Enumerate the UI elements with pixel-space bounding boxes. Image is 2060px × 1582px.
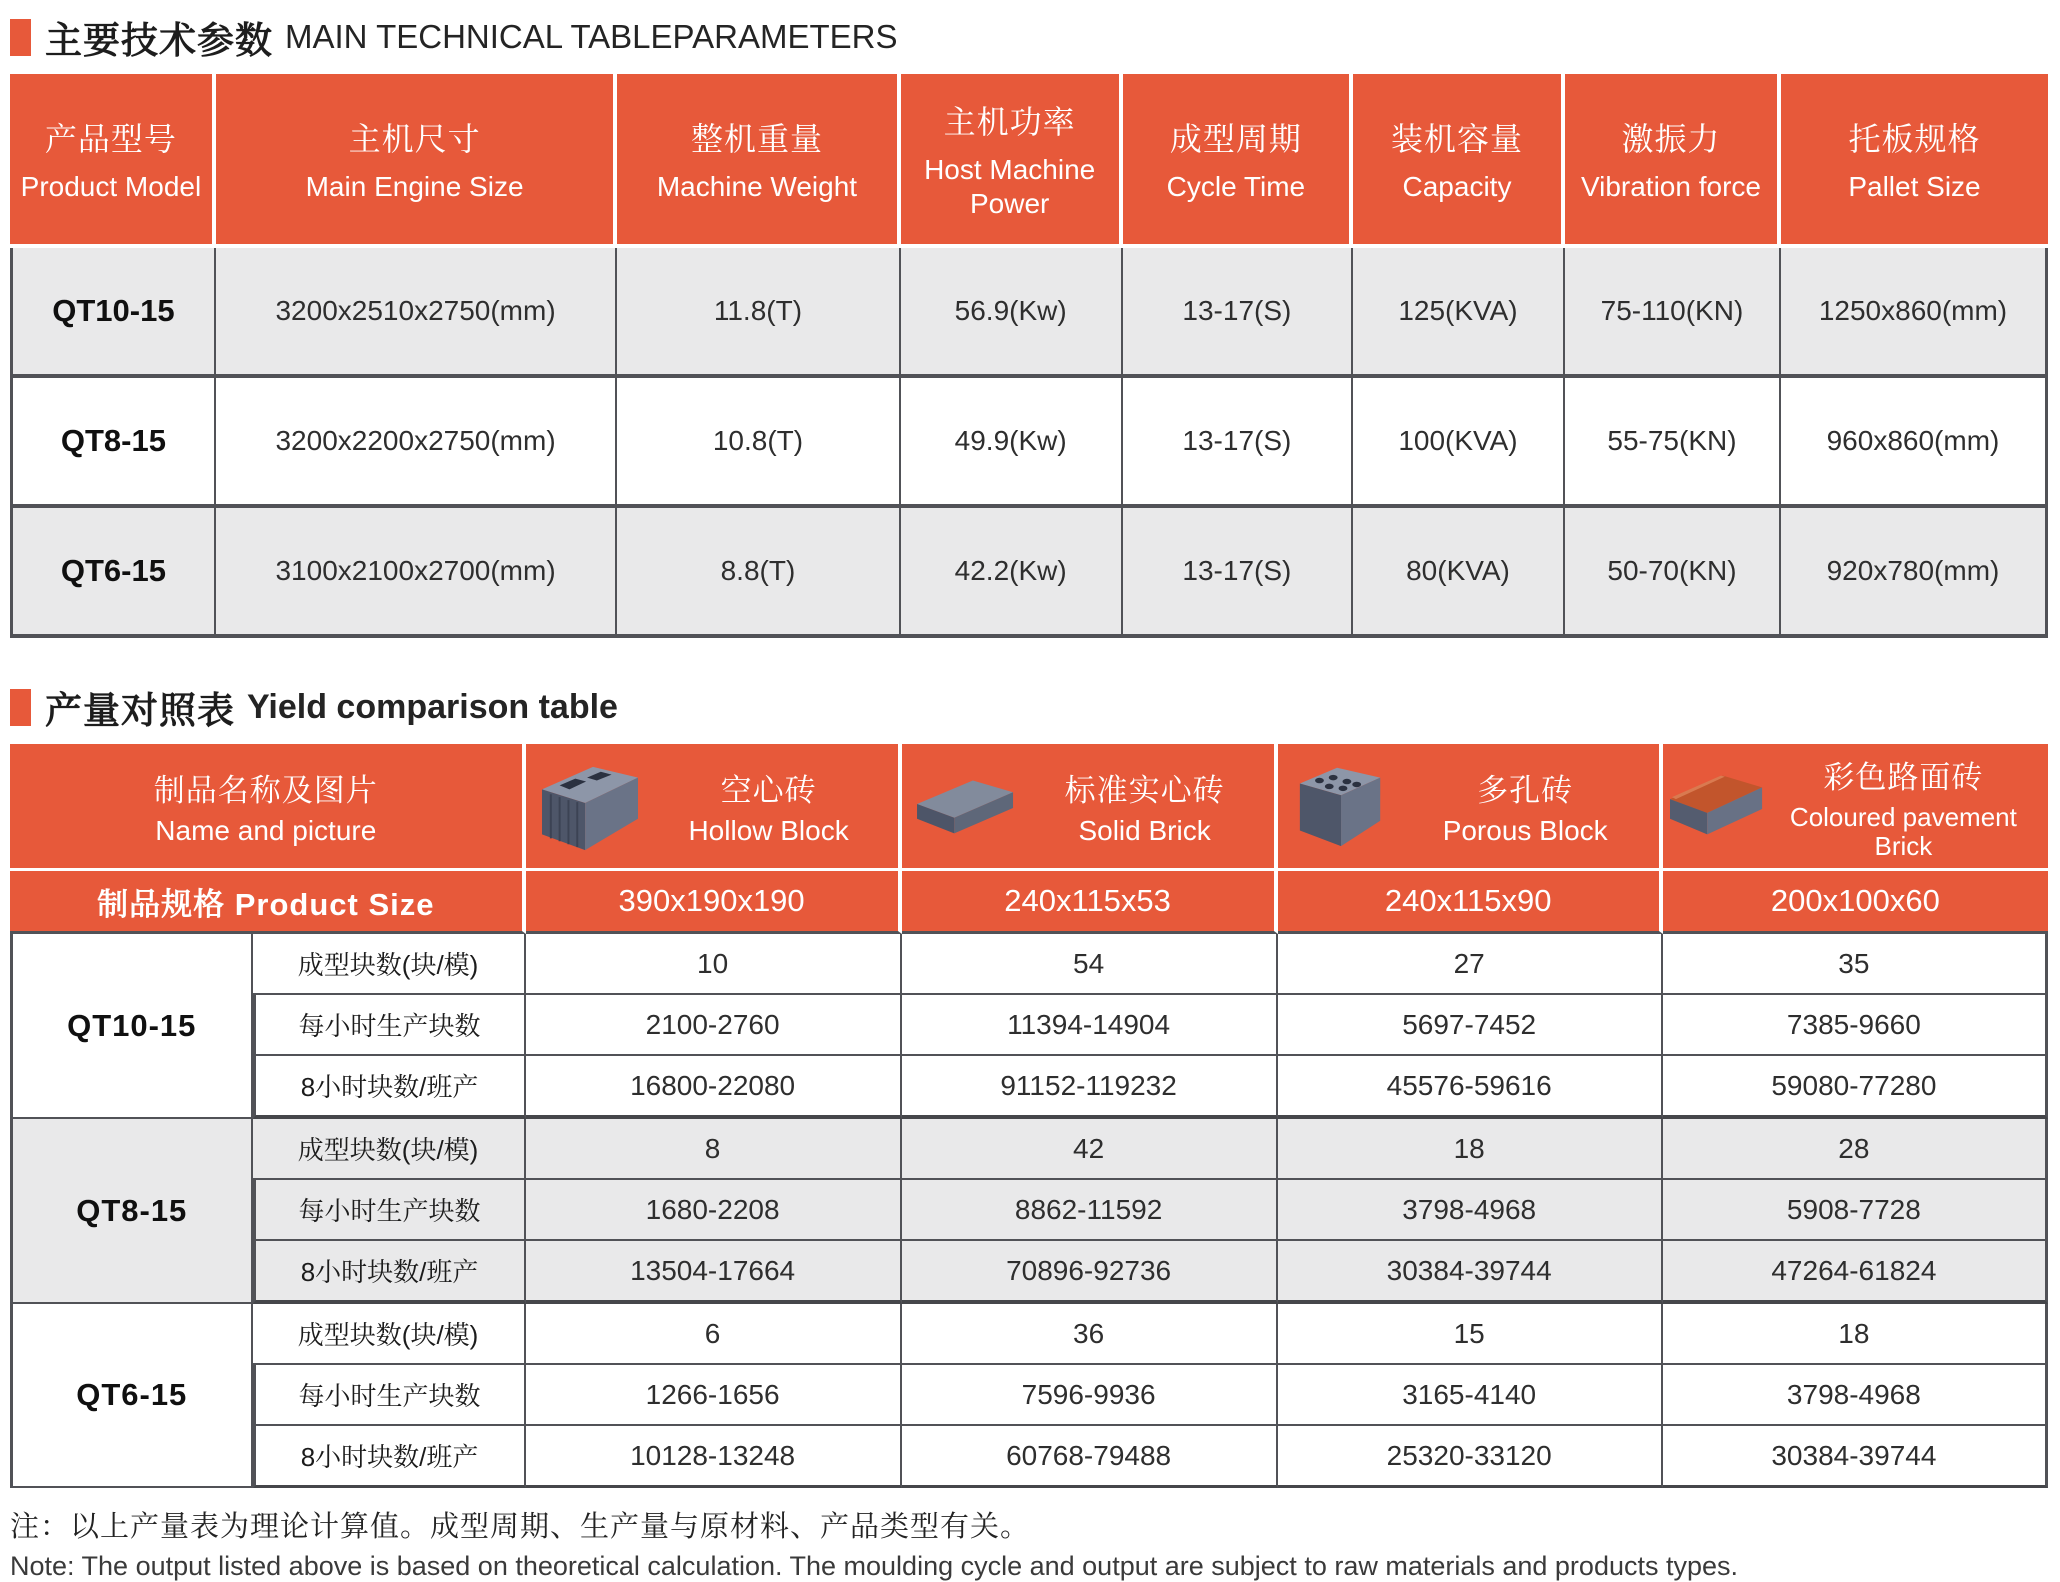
row-label-cell: 成型块数(块/模): [253, 1304, 526, 1365]
data-cell: 5908-7728: [1663, 1180, 2048, 1241]
data-cell: 27: [1278, 934, 1663, 995]
table-row: [10, 248, 2048, 378]
yield-comparison-table: [10, 744, 2048, 1488]
table-row: [10, 1365, 2048, 1426]
data-cell: 3200x2510x2750(mm): [216, 248, 617, 378]
row-label-cell: 每小时生产块数: [253, 1365, 526, 1426]
t2-header-coloured-pavement: 彩色路面砖 Coloured pavement Brick: [1663, 744, 2048, 871]
data-cell: 2100-2760: [526, 995, 902, 1056]
data-cell: 36: [902, 1304, 1278, 1365]
data-cell: 91152-119232: [902, 1056, 1278, 1119]
table-row: [10, 995, 2048, 1056]
model-cell: QT6-15: [10, 508, 216, 638]
data-cell: 45576-59616: [1278, 1056, 1663, 1119]
data-cell: 13-17(S): [1123, 508, 1353, 638]
row-label-cell: 8小时块数/班产: [253, 1426, 526, 1488]
t2-header-solid-brick: 标准实心砖 Solid Brick: [902, 744, 1278, 871]
data-cell: 7596-9936: [902, 1365, 1278, 1426]
footnote-zh: 注：以上产量表为理论计算值。成型周期、生产量与原材料、产品类型有关。: [10, 1511, 1031, 1543]
data-cell: 3100x2100x2700(mm): [216, 508, 617, 638]
data-cell: 6: [526, 1304, 902, 1365]
t1-header-cycle-time: 成型周期 Cycle Time: [1123, 74, 1353, 248]
row-label-cell: 每小时生产块数: [253, 1180, 526, 1241]
data-cell: 59080-77280: [1663, 1056, 2048, 1119]
data-cell: 10: [526, 934, 902, 995]
model-cell: QT6-15: [10, 1304, 253, 1488]
t2-header-row: [10, 744, 2048, 871]
model-cell: QT8-15: [10, 1119, 253, 1304]
data-cell: 28: [1663, 1119, 2048, 1180]
t1-header-row: [10, 74, 2048, 248]
title-marker: [10, 19, 31, 56]
table-row: [10, 934, 2048, 995]
data-cell: 15: [1278, 1304, 1663, 1365]
data-cell: 42.2(Kw): [901, 508, 1123, 638]
t2-size-hollow: 390x190x190: [526, 871, 902, 934]
t1-header-pallet-size: 托板规格 Pallet Size: [1781, 74, 2048, 248]
data-cell: 80(KVA): [1353, 508, 1565, 638]
data-cell: 13-17(S): [1123, 248, 1353, 378]
section1-title-zh: 主要技术参数: [45, 20, 273, 61]
data-cell: 42: [902, 1119, 1278, 1180]
data-cell: 960x860(mm): [1781, 378, 2048, 508]
section2-title-zh: 产量对照表: [45, 690, 235, 731]
data-cell: 8: [526, 1119, 902, 1180]
section1-title: [10, 10, 2048, 64]
model-cell: QT10-15: [10, 934, 253, 1119]
porous-block-icon: [1278, 758, 1406, 854]
table-row: [10, 1241, 2048, 1304]
row-label-cell: 8小时块数/班产: [253, 1241, 526, 1304]
data-cell: 11394-14904: [902, 995, 1278, 1056]
data-cell: 35: [1663, 934, 2048, 995]
t1-header-machine-weight: 整机重量 Machine Weight: [617, 74, 900, 248]
table-row: [10, 1180, 2048, 1241]
table-row: [10, 1056, 2048, 1119]
hollow-block-icon: [526, 758, 654, 854]
t2-size-pavement: 200x100x60: [1663, 871, 2048, 934]
data-cell: 10.8(T): [617, 378, 900, 508]
data-cell: 47264-61824: [1663, 1241, 2048, 1304]
data-cell: 3165-4140: [1278, 1365, 1663, 1426]
main-technical-table: [10, 74, 2048, 638]
t2-header-name-picture: 制品名称及图片 Name and picture: [10, 744, 526, 871]
data-cell: 18: [1663, 1304, 2048, 1365]
data-cell: 920x780(mm): [1781, 508, 2048, 638]
row-label-cell: 每小时生产块数: [253, 995, 526, 1056]
data-cell: 125(KVA): [1353, 248, 1565, 378]
data-cell: 13-17(S): [1123, 378, 1353, 508]
data-cell: 3200x2200x2750(mm): [216, 378, 617, 508]
section2-title: [10, 680, 2048, 734]
section2-title-en: Yield comparison table: [247, 687, 618, 726]
table-row: [10, 1426, 2048, 1488]
data-cell: 54: [902, 934, 1278, 995]
data-cell: 1680-2208: [526, 1180, 902, 1241]
row-label-cell: 8小时块数/班产: [253, 1056, 526, 1119]
title-marker: [10, 689, 31, 726]
section1-title-en: MAIN TECHNICAL TABLEPARAMETERS: [285, 18, 898, 55]
t2-size-row: [10, 871, 2048, 934]
t1-header-vibration-force: 激振力 Vibration force: [1565, 74, 1781, 248]
t1-header-capacity: 装机容量 Capacity: [1353, 74, 1565, 248]
t1-header-host-power: 主机功率 Host Machine Power: [901, 74, 1123, 248]
data-cell: 3798-4968: [1663, 1365, 2048, 1426]
data-cell: 56.9(Kw): [901, 248, 1123, 378]
data-cell: 75-110(KN): [1565, 248, 1781, 378]
footnote-en: Note: The output listed above is based on theoretical calculation. The moulding cycle and output are subject to raw materials and products types.: [10, 1551, 1739, 1581]
data-cell: 3798-4968: [1278, 1180, 1663, 1241]
t2-header-hollow-block: 空心砖 Hollow Block: [526, 744, 902, 871]
footnote: [10, 1504, 2048, 1582]
row-label-cell: 成型块数(块/模): [253, 1119, 526, 1180]
t2-size-solid: 240x115x53: [902, 871, 1278, 934]
data-cell: 60768-79488: [902, 1426, 1278, 1488]
data-cell: 7385-9660: [1663, 995, 2048, 1056]
data-cell: 100(KVA): [1353, 378, 1565, 508]
data-cell: 70896-92736: [902, 1241, 1278, 1304]
table-row: [10, 1304, 2048, 1365]
data-cell: 18: [1278, 1119, 1663, 1180]
model-cell: QT8-15: [10, 378, 216, 508]
data-cell: 25320-33120: [1278, 1426, 1663, 1488]
data-cell: 1250x860(mm): [1781, 248, 2048, 378]
data-cell: 8.8(T): [617, 508, 900, 638]
data-cell: 50-70(KN): [1565, 508, 1781, 638]
solid-brick-icon: [902, 758, 1030, 854]
data-cell: 49.9(Kw): [901, 378, 1123, 508]
data-cell: 55-75(KN): [1565, 378, 1781, 508]
t2-size-label: 制品规格 Product Size: [10, 871, 526, 934]
data-cell: 10128-13248: [526, 1426, 902, 1488]
t1-header-product-model: 产品型号 Product Model: [10, 74, 216, 248]
model-cell: QT10-15: [10, 248, 216, 378]
data-cell: 16800-22080: [526, 1056, 902, 1119]
t1-header-engine-size: 主机尺寸 Main Engine Size: [216, 74, 617, 248]
coloured-pavement-brick-icon: [1663, 758, 1773, 854]
table-row: [10, 378, 2048, 508]
row-label-cell: 成型块数(块/模): [253, 934, 526, 995]
t2-size-porous: 240x115x90: [1278, 871, 1663, 934]
table-row: [10, 508, 2048, 638]
data-cell: 30384-39744: [1663, 1426, 2048, 1488]
data-cell: 5697-7452: [1278, 995, 1663, 1056]
data-cell: 1266-1656: [526, 1365, 902, 1426]
data-cell: 13504-17664: [526, 1241, 902, 1304]
t2-header-porous-block: 多孔砖 Porous Block: [1278, 744, 1663, 871]
data-cell: 11.8(T): [617, 248, 900, 378]
data-cell: 30384-39744: [1278, 1241, 1663, 1304]
data-cell: 8862-11592: [902, 1180, 1278, 1241]
table-row: [10, 1119, 2048, 1180]
